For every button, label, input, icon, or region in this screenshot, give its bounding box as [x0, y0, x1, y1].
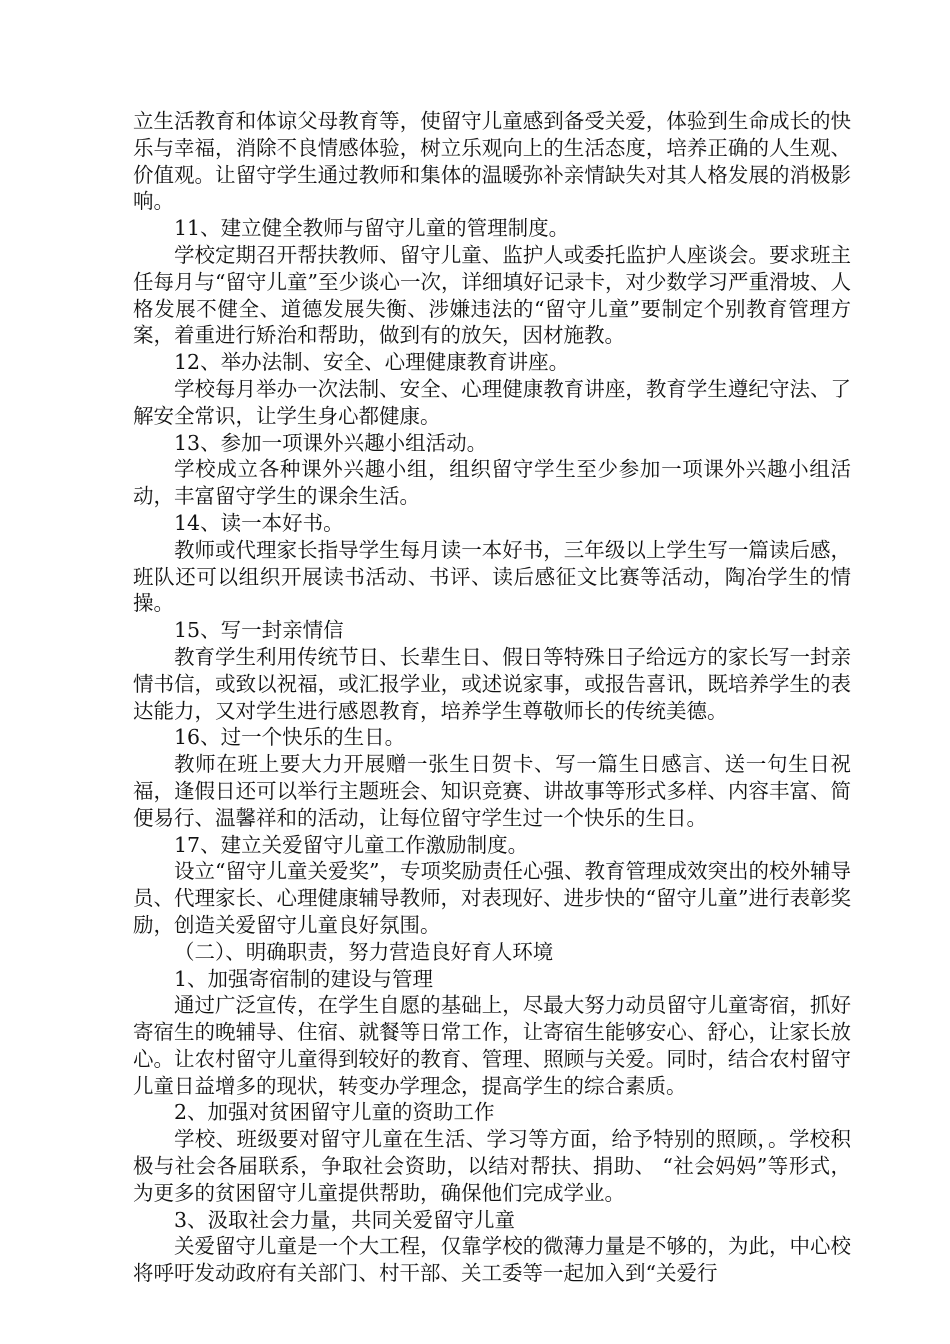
paragraph: 教师或代理家长指导学生每月读一本好书，三年级以上学生写一篇读后感，班队还可以组织开展读书活动、书评、读后感征文比赛等活动，陶冶学生的情操。 [133, 537, 851, 616]
paragraph: 教师在班上要大力开展赠一张生日贺卡、写一篇生日感言、送一句生日祝福，逢假日还可以举行主题班会、知识竞赛、讲故事等形式多样、内容丰富、简便易行、温馨祥和的活动，让每位留守学生过一个快乐的生日。 [133, 752, 851, 830]
chapter-heading: （二）、明确职责，努力营造良好育人环境 [174, 939, 554, 964]
paragraph: 学校每月举办一次法制、安全、心理健康教育讲座，教育学生遵纪守法、了解安全常识，让学生身心都健康。 [133, 376, 851, 428]
section-heading: 11、建立健全教师与留守儿童的管理制度。 [174, 216, 570, 241]
paragraph: 学校定期召开帮扶教师、留守儿童、监护人或委托监护人座谈会。要求班主任每月与“留守儿童”至少谈心一次，详细填好记录卡，对少数学习严重滑坡、人格发展不健全、道德发展失衡、涉嫌违法的“留守儿童”要制定个别教育管理方案，着重进行矫治和帮助，做到有的放矢，因材施教。 [133, 242, 851, 348]
section-heading: 13、参加一项课外兴趣小组活动。 [174, 430, 488, 455]
paragraph: 学校成立各种课外兴趣小组，组织留守学生至少参加一项课外兴趣小组活动，丰富留守学生的课余生活。 [133, 457, 851, 509]
section-heading: 17、建立关爱留守儿童工作激励制度。 [174, 832, 529, 857]
paragraph: 设立“留守儿童关爱奖”，专项奖励责任心强、教育管理成效突出的校外辅导员、代理家长、心理健康辅导教师，对表现好、进步快的“留守儿童”进行表彰奖励，创造关爱留守儿童良好氛围。 [133, 859, 851, 937]
paragraph: 关爱留守儿童是一个大工程，仅靠学校的微薄力量是不够的，为此，中心校将呼吁发动政府有关部门、村干部、关工委等一起加入到“关爱行 [133, 1234, 851, 1286]
section-heading: 3、汲取社会力量，共同关爱留守儿童 [174, 1207, 516, 1232]
paragraph: 通过广泛宣传，在学生自愿的基础上，尽最大努力动员留守儿童寄宿，抓好寄宿生的晚辅导、住宿、就餐等日常工作，让寄宿生能够安心、舒心，让家长放心。让农村留守儿童得到较好的教育、管理、照顾与关爱。同时，结合农村留守儿童日益增多的现状，转变办学理念，提高学生的综合素质。 [133, 993, 851, 1098]
paragraph: 教育学生利用传统节日、长辈生日、假日等特殊日子给远方的家长写一封亲情书信，或致以祝福，或汇报学业，或述说家事，或报告喜讯，既培养学生的表达能力，又对学生进行感恩教育，培养学生尊敬师长的传统美德。 [133, 644, 851, 723]
section-heading: 1、加强寄宿制的建设与管理 [174, 966, 434, 991]
section-heading: 16、过一个快乐的生日。 [174, 725, 406, 750]
section-heading: 14、读一本好书。 [174, 510, 344, 535]
section-heading: 12、举办法制、安全、心理健康教育讲座。 [174, 350, 570, 375]
paragraph: 学校、班级要对留守儿童在生活、学习等方面，给予特别的照顾，。学校积极与社会各届联系，争取社会资助，以结对帮扶、捐助、 “社会妈妈”等形式，为更多的贫困留守儿童提供帮助，确保他们完成学业。 [133, 1127, 851, 1205]
section-heading: 2、加强对贫困留守儿童的资助工作 [174, 1100, 495, 1125]
document-body [133, 108, 851, 1287]
paragraph: 立生活教育和体谅父母教育等，使留守儿童感到备受关爱，体验到生命成长的快乐与幸福，消除不良情感体验，树立乐观向上的生活态度，培养正确的人生观、价值观。让留守学生通过教师和集体的温暖弥补亲情缺失对其人格发展的消极影响。 [133, 109, 851, 214]
section-heading: 15、写一封亲情信 [174, 618, 344, 643]
